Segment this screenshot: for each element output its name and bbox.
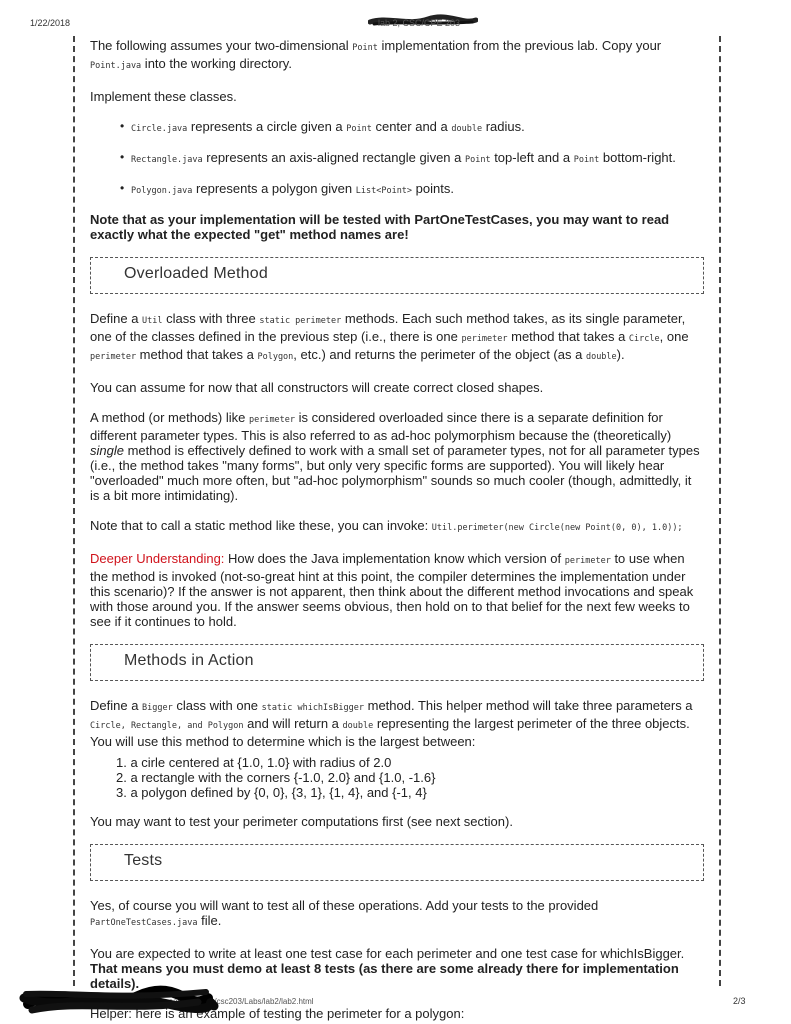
text-run: bottom-right.: [599, 150, 676, 165]
text-run: top-left and a: [490, 150, 574, 165]
inline-code: double: [342, 721, 374, 731]
intro-paragraph: [90, 38, 702, 74]
inline-code: Rectangle.java: [131, 155, 203, 165]
inline-code: Circle: [628, 334, 660, 344]
inline-code: perimeter: [90, 352, 137, 362]
text-run: methods. Each such method takes, as its single parameter, one of the classes defined in the previous step (i.e., there is one: [90, 311, 686, 344]
shape-item: 3. a polygon defined by {0, 0}, {3, 1}, {1, 4}, and {-1, 4}: [116, 785, 427, 800]
print-date: 1/22/2018: [30, 18, 71, 28]
inline-code: double: [451, 124, 483, 134]
inline-code: List<Point>: [355, 186, 413, 196]
text-run: into the working directory.: [141, 56, 292, 71]
inline-code: Circle, Rectangle, and Polygon: [90, 721, 244, 731]
inline-code: perimeter: [564, 556, 611, 566]
text-run: is considered overloaded since there is a separate definition for different parameter types. This is also referred to as ad-hoc polymorphism because the (theoretically): [90, 410, 672, 443]
text-run: method. This helper method will take three parameters a: [364, 698, 693, 713]
inline-code: perimeter: [461, 334, 508, 344]
text-run: represents a circle given a: [187, 119, 347, 134]
deeper-understanding-paragraph: [90, 551, 702, 629]
text-run: representing the largest perimeter of the three objects. You will use this method to determine which is the largest between:: [90, 716, 690, 749]
inline-code: Polygon: [257, 352, 294, 362]
inline-code: double: [585, 352, 617, 362]
emphasis: single: [90, 443, 124, 458]
text-run: Note that to call a static method like these, you can invoke:: [90, 518, 432, 533]
static-call-paragraph: [90, 518, 702, 536]
get-methods-note: Note that as your implementation will be tested with PartOneTestCases, you may want to read exactly what the expected "get" method names are!: [90, 212, 670, 242]
class-item-polygon: [120, 181, 702, 199]
inline-code: Point: [573, 155, 600, 165]
page-number: 2/3: [733, 996, 746, 1006]
text-run: radius.: [482, 119, 525, 134]
text-run: points.: [412, 181, 454, 196]
print-title: lab 2, CSC/CPE 203: [378, 18, 461, 28]
left-dashed-rule: [73, 36, 75, 986]
text-run: ).: [616, 347, 625, 362]
inline-code: static whichIsBigger: [261, 703, 364, 713]
inline-code: static perimeter: [259, 316, 342, 326]
text-run: implementation from the previous lab. Copy your: [377, 38, 662, 53]
tests-demo-requirement: That means you must demo at least 8 tests (as there are some already there for implementation details).: [90, 961, 679, 991]
class-list: [120, 119, 702, 199]
inline-code: Bigger: [142, 703, 173, 713]
section-methods-in-action: [90, 644, 704, 681]
inline-code: Polygon.java: [131, 186, 193, 196]
text-run: center and a: [371, 119, 452, 134]
section-title: Overloaded Method: [124, 265, 268, 282]
inline-code: Point: [352, 43, 378, 53]
text-run: The following assumes your two-dimensional: [90, 38, 353, 53]
inline-code: PartOneTestCases.java: [90, 918, 198, 928]
shape-item: 2. a rectangle with the corners {-1.0, 2.0} and {1.0, -1.6}: [116, 770, 436, 785]
text-run: class with three: [162, 311, 260, 326]
text-run: class with one: [172, 698, 262, 713]
text-run: file.: [197, 913, 222, 928]
lab-content: [90, 38, 702, 1024]
tests-expectation-text: You are expected to write at least one test case for each perimeter and one test case for whichIsBigger.: [90, 946, 685, 961]
util-paragraph: [90, 311, 702, 365]
text-run: represents an axis-aligned rectangle given a: [202, 150, 465, 165]
helper-paragraph: Helper: here is an example of testing the perimeter for a polygon:: [90, 1006, 465, 1021]
bigger-paragraph: [90, 698, 702, 749]
class-item-rectangle: [120, 150, 702, 168]
section-title: Methods in Action: [124, 652, 254, 669]
text-run: Define a: [90, 698, 143, 713]
inline-code: Point.java: [90, 61, 142, 71]
text-run: method is effectively defined to work with a small set of parameter types, not for all parameter types (i.e., the method takes "many forms", but only very specific forms are supported). You will likely hear "overloaded" much more often, but "ad-hoc polymorphism" sounds so much cooler (though, admittedly, it is a bit more intimidating).: [90, 443, 700, 503]
text-run: method that takes a: [507, 329, 629, 344]
text-run: Yes, of course you will want to test all of these operations. Add your tests to the provided: [90, 898, 599, 913]
text-run: method that takes a: [136, 347, 258, 362]
intro-implement: Implement these classes.: [90, 89, 237, 104]
inline-code: Util.perimeter(new Circle(new Point(0, 0), 1.0));: [431, 523, 683, 533]
print-title-region: [368, 13, 478, 29]
inline-code: Point: [464, 155, 491, 165]
inline-code: Circle.java: [131, 124, 188, 134]
page-url: http://users.csc.calpoly.edu/~zwood/teaching/csc203/Labs/lab2/lab2.html: [56, 997, 314, 1006]
inline-code: Point: [346, 124, 372, 134]
text-run: to use when the method is invoked (not-so-great hint at this point, the compiler determines the implementation under this scenario)? If the answer is not apparent, then think about the different method invocations and speak with those around you. If the answer seems obvious, then hold on to that belief for the next few weeks to see if it continues to hold.: [90, 551, 694, 629]
footer-url-region: [18, 984, 348, 1018]
text-run: , etc.) and returns the perimeter of the object (as a: [293, 347, 586, 362]
text-run: and will return a: [243, 716, 343, 731]
text-run: A method (or methods) like: [90, 410, 249, 425]
overloading-paragraph: [90, 410, 702, 503]
text-run: represents a polygon given: [192, 181, 356, 196]
text-run: Define a: [90, 311, 143, 326]
inline-code: perimeter: [248, 415, 296, 425]
class-item-circle: [120, 119, 702, 137]
deeper-understanding-label: Deeper Understanding:: [90, 551, 225, 566]
constructors-paragraph: You can assume for now that all constructors will create correct closed shapes.: [90, 380, 544, 395]
right-dashed-rule: [719, 36, 721, 986]
redaction-scribble: [18, 984, 348, 1018]
section-tests: [90, 844, 704, 881]
inline-code: Util: [142, 316, 163, 326]
text-run: , one: [659, 329, 689, 344]
text-run: How does the Java implementation know which version of: [224, 551, 565, 566]
test-first-paragraph: You may want to test your perimeter computations first (see next section).: [90, 814, 513, 829]
section-title: Tests: [124, 852, 163, 869]
shape-item: 1. a cirle centered at {1.0, 1.0} with radius of 2.0: [116, 755, 392, 770]
section-overloaded-method: [90, 257, 704, 294]
tests-paragraph: [90, 898, 702, 931]
shape-list: [116, 755, 702, 800]
